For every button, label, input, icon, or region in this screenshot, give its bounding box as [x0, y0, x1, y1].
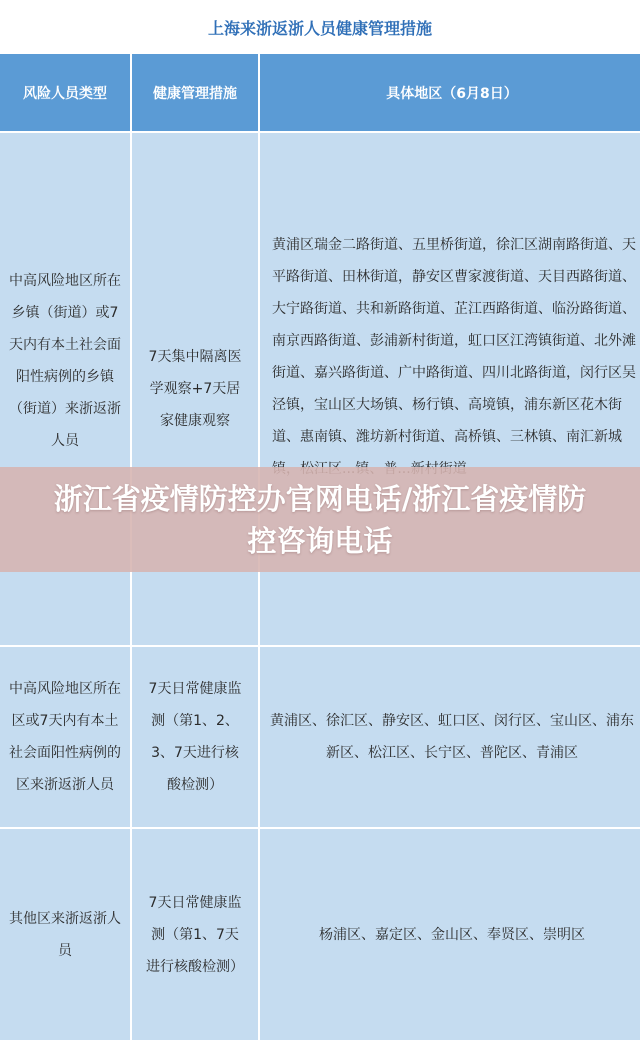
row1-risk-type: 中高风险地区所在乡镇（街道）或7天内有本土社会面阳性病例的乡镇（街道）来浙返浙人员 [0, 133, 130, 645]
row1-areas: 黄浦区瑞金二路街道、五里桥街道，徐汇区湖南路街道、天平路街道、田林街道，静安区曹家渡街道、天目西路街道、大宁路街道、共和新路街道、芷江西路街道、临汾路街道、南京西路街道、彭浦新村街道，虹口区江湾镇街道、北外滩街道、嘉兴路街道、广中路街道、四川北路街道，闵行区吴泾镇，宝山区大场镇、杨行镇、高境镇，浦东新区花木街道、惠南镇、潍坊新村街道、高桥镇、三林镇、南汇新城 [260, 133, 640, 645]
header-areas: 具体地区（6月8日） [260, 54, 640, 131]
overlay-banner [0, 467, 640, 572]
row1-measure: 7天集中隔离医学观察+7天居家健康观察 [132, 133, 258, 645]
row3-risk-type: 其他区来浙返浙人员 [0, 829, 130, 1040]
page-title: 上海来浙返浙人员健康管理措施 [0, 0, 640, 54]
row3-areas: 杨浦区、嘉定区、金山区、奉贤区、崇明区 [260, 829, 640, 1040]
header-measure: 健康管理措施 [132, 54, 258, 131]
row2-risk-type: 中高风险地区所在区或7天内有本土社会面阳性病例的区来浙返浙人员 [0, 647, 130, 827]
row3-measure: 7天日常健康监测（第1、7天进行核酸检测） [132, 829, 258, 1040]
row2-areas: 黄浦区、徐汇区、静安区、虹口区、闵行区、宝山区、浦东新区、松江区、长宁区、普陀区、青浦区 [260, 647, 640, 827]
row2-measure: 7天日常健康监测（第1、2、3、7天进行核酸检测） [132, 647, 258, 827]
banner-text: 浙江省疫情防控办官网电话/浙江省疫情防控咨询电话 [53, 481, 587, 558]
header-risk-type: 风险人员类型 [0, 54, 130, 131]
